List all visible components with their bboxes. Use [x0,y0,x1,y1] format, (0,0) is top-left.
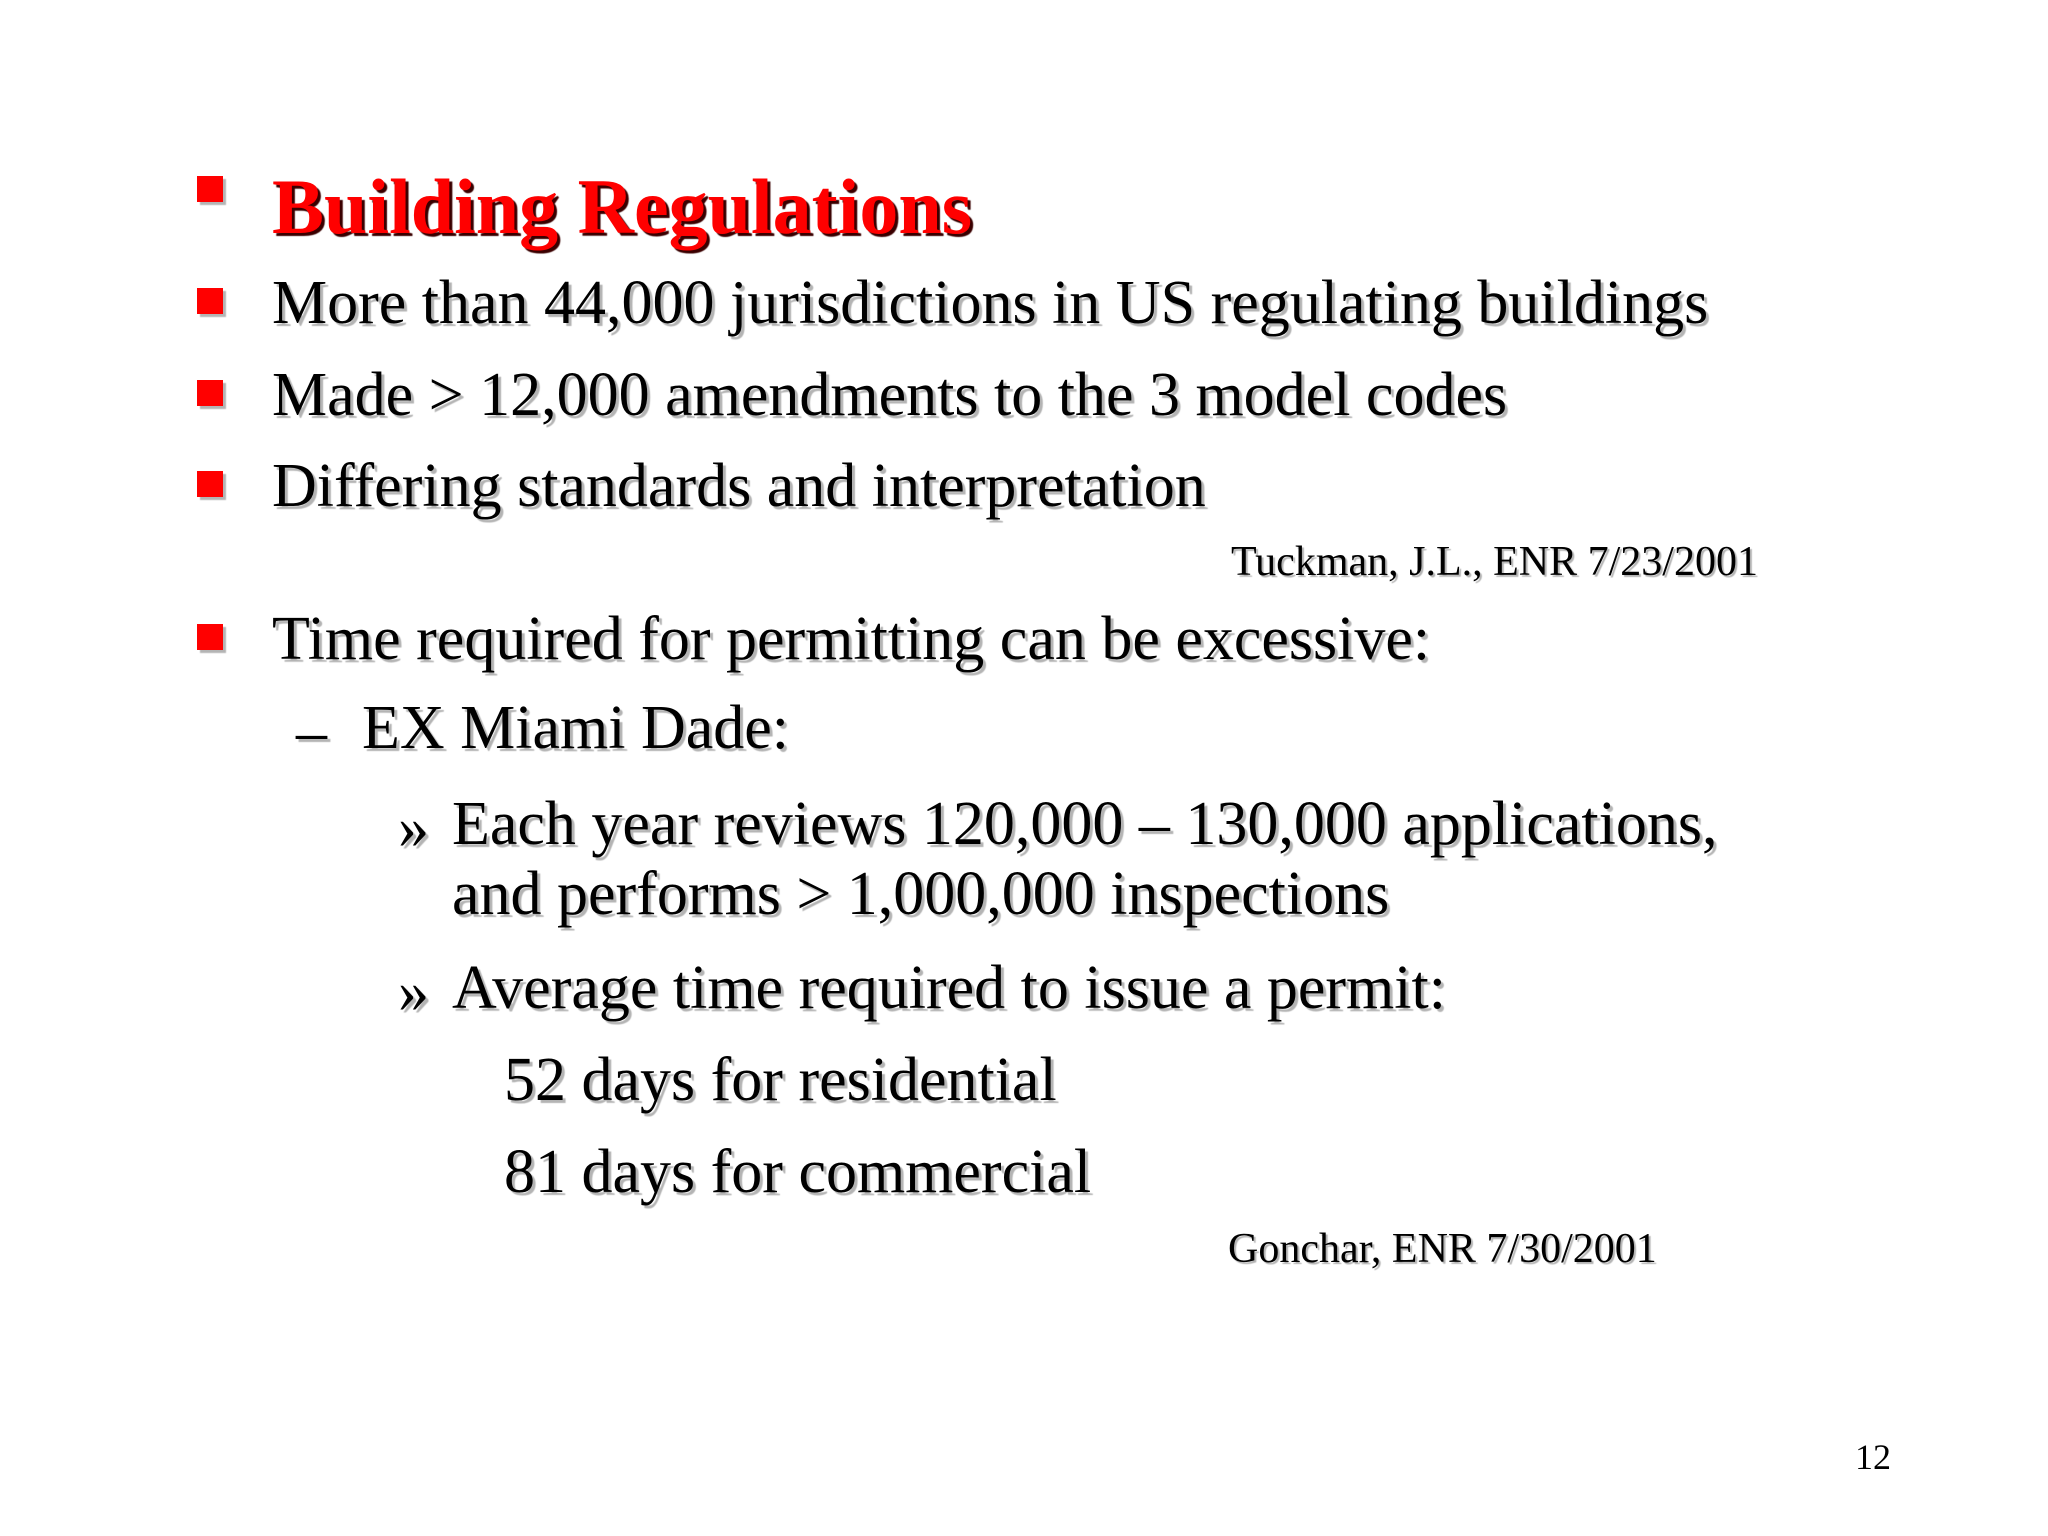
subsub-average-time: Average time required to issue a permit: [452,954,1446,1022]
bullet-icon [197,471,223,497]
bullet-icon [197,288,223,314]
bullet-permitting-time: Time required for permitting can be excessive: [272,605,1431,673]
title-bullet-icon [197,176,223,202]
subsub-applications-line2: and performs > 1,000,000 inspections [452,860,1390,928]
bullet-jurisdictions: More than 44,000 jurisdictions in US regulating buildings [272,269,1709,337]
dash-marker-icon: – [296,698,327,766]
chevron-marker-icon: » [398,794,429,862]
citation-tuckman: Tuckman, J.L., ENR 7/23/2001 [1231,539,1758,585]
chevron-marker-icon: » [398,958,429,1026]
slide-title: Building Regulations [272,163,973,250]
bullet-amendments: Made > 12,000 amendments to the 3 model codes [272,361,1508,429]
bullet-standards: Differing standards and interpretation [272,452,1206,520]
citation-gonchar: Gonchar, ENR 7/30/2001 [1228,1226,1657,1272]
sub-item-miami-dade: EX Miami Dade: [362,694,790,762]
detail-commercial: 81 days for commercial [504,1138,1092,1206]
bullet-icon [197,624,223,650]
bullet-icon [197,380,223,406]
subsub-applications-line1: Each year reviews 120,000 – 130,000 applications, [452,790,1718,858]
detail-residential: 52 days for residential [504,1046,1057,1114]
page-number: 12 [1855,1437,1891,1477]
